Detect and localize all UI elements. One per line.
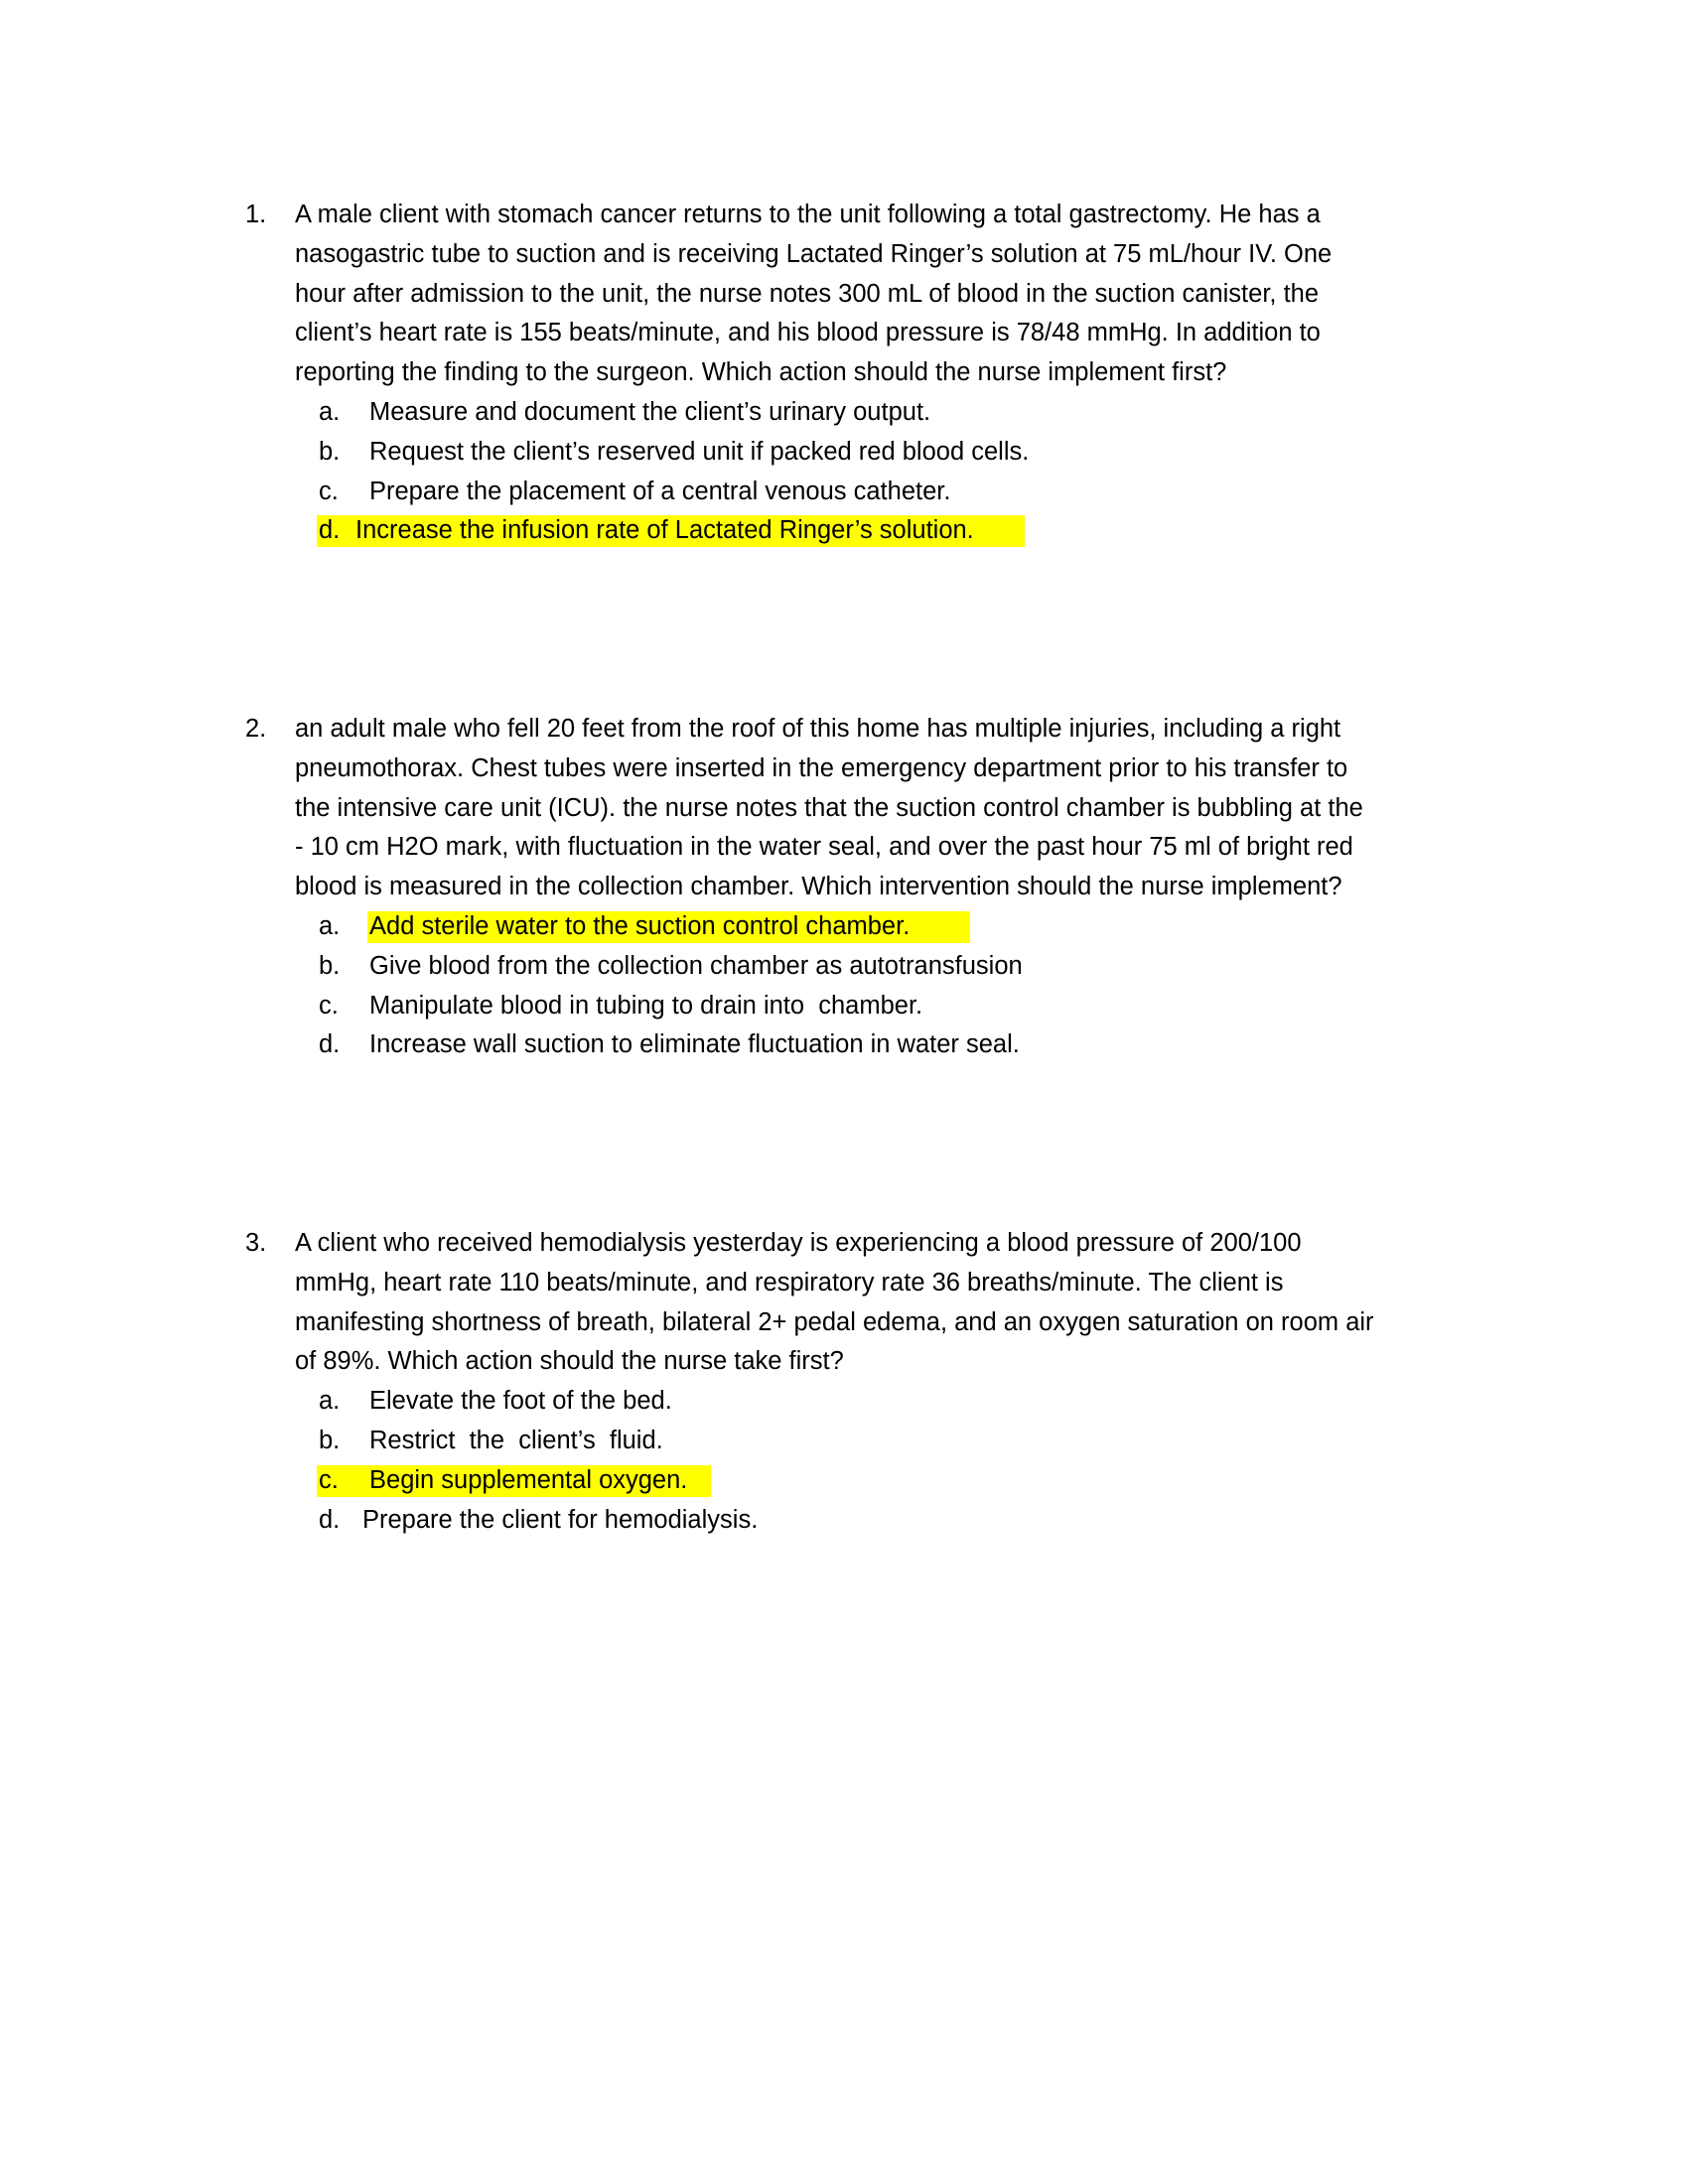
option-letter: c. <box>319 1465 339 1494</box>
question-stem-text: reporting the finding to the surgeon. Which action should the nurse implement first? <box>295 358 1227 387</box>
answer-option-a[interactable] <box>0 907 1688 947</box>
option-text: Measure and document the client’s urinary output. <box>369 397 931 426</box>
question-stem-text: A male client with stomach cancer returns to the unit following a total gastrectomy. He has a <box>295 201 1321 228</box>
question-stem-line <box>0 710 1688 750</box>
option-letter: a. <box>319 911 341 940</box>
question-stem-text: blood is measured in the collection chamber. Which intervention should the nurse implement? <box>295 873 1342 901</box>
answer-option-a[interactable] <box>0 1382 1688 1422</box>
question-stem-line <box>0 235 1688 275</box>
answer-option-d[interactable] <box>0 1025 1688 1065</box>
option-text: Prepare the client for hemodialysis. <box>362 1505 759 1534</box>
question-stem-line <box>0 1224 1688 1264</box>
option-letter: d. <box>319 516 341 545</box>
option-letter: a. <box>319 1387 341 1416</box>
question-stem-text: mmHg, heart rate 110 beats/minute, and respiratory rate 36 breaths/minute. The client is <box>295 1268 1284 1297</box>
question-number: 2. <box>245 715 267 743</box>
answer-option-c[interactable] <box>0 473 1688 512</box>
answer-option-c[interactable] <box>0 987 1688 1026</box>
question-stem-text: of 89%. Which action should the nurse take first? <box>295 1347 844 1376</box>
option-letter: b. <box>319 951 341 980</box>
option-text: Manipulate blood in tubing to drain into chamber. <box>369 991 923 1020</box>
question-stem-line <box>0 314 1688 353</box>
question-stem-text: hour after admission to the unit, the nurse notes 300 mL of blood in the suction canister, the <box>295 279 1320 308</box>
question-stem-line <box>0 275 1688 315</box>
answer-option-b[interactable] <box>0 1422 1688 1461</box>
option-letter: a. <box>319 397 341 426</box>
answer-option-c[interactable] <box>0 1461 1688 1501</box>
option-text: Request the client’s reserved unit if packed red blood cells. <box>369 437 1030 466</box>
answer-option-b[interactable] <box>0 947 1688 987</box>
question-stem-line <box>0 828 1688 868</box>
option-text: Elevate the foot of the bed. <box>369 1387 672 1416</box>
option-letter: d. <box>319 1030 341 1059</box>
option-text: Begin supplemental oxygen. <box>369 1465 688 1494</box>
answer-option-b[interactable] <box>0 433 1688 473</box>
question-stem-text: A client who received hemodialysis yesterday is experiencing a blood pressure of 200/100 <box>295 1229 1302 1257</box>
option-letter: c. <box>319 991 339 1020</box>
question-stem-line <box>0 1264 1688 1303</box>
question-stem-line <box>0 868 1688 907</box>
option-text: Add sterile water to the suction control chamber. <box>369 911 911 940</box>
question-stem-text: - 10 cm H2O mark, with fluctuation in the water seal, and over the past hour 75 ml of bright red <box>295 833 1353 862</box>
question-stem-line <box>0 750 1688 789</box>
question-1 <box>0 196 1688 551</box>
option-letter: b. <box>319 1426 341 1454</box>
option-letter: c. <box>319 477 339 505</box>
question-number: 1. <box>245 201 267 228</box>
question-stem-text: nasogastric tube to suction and is receiving Lactated Ringer’s solution at 75 mL/hour IV. One <box>295 239 1333 268</box>
answer-option-d[interactable] <box>0 1501 1688 1541</box>
question-stem-text: an adult male who fell 20 feet from the roof of this home has multiple injuries, including a right <box>295 715 1341 743</box>
option-text: Restrict the client’s fluid. <box>369 1426 663 1454</box>
answer-option-d[interactable] <box>0 511 1688 551</box>
question-stem-line <box>0 1303 1688 1343</box>
answer-option-a[interactable] <box>0 393 1688 433</box>
option-text: Increase the infusion rate of Lactated Ringer’s solution. <box>355 516 974 545</box>
question-stem-line <box>0 353 1688 393</box>
option-text: Give blood from the collection chamber as autotransfusion <box>369 951 1023 980</box>
question-stem-line <box>0 1342 1688 1382</box>
question-stem-text: manifesting shortness of breath, bilateral 2+ pedal edema, and an oxygen saturation on room air <box>295 1307 1374 1336</box>
question-number: 3. <box>245 1229 267 1257</box>
question-stem-text: the intensive care unit (ICU). the nurse notes that the suction control chamber is bubbling at the <box>295 793 1363 822</box>
question-stem-line <box>0 789 1688 829</box>
question-stem-line <box>0 196 1688 235</box>
question-stem-text: pneumothorax. Chest tubes were inserted in the emergency department prior to his transfer to <box>295 753 1348 782</box>
option-text: Prepare the placement of a central venous catheter. <box>369 477 951 505</box>
question-2 <box>0 710 1688 1065</box>
option-letter: b. <box>319 437 341 466</box>
option-letter: d. <box>319 1505 341 1534</box>
question-3 <box>0 1224 1688 1540</box>
option-text: Increase wall suction to eliminate fluctuation in water seal. <box>369 1030 1020 1059</box>
question-stem-text: client’s heart rate is 155 beats/minute, and his blood pressure is 78/48 mmHg. In addition to <box>295 319 1321 347</box>
